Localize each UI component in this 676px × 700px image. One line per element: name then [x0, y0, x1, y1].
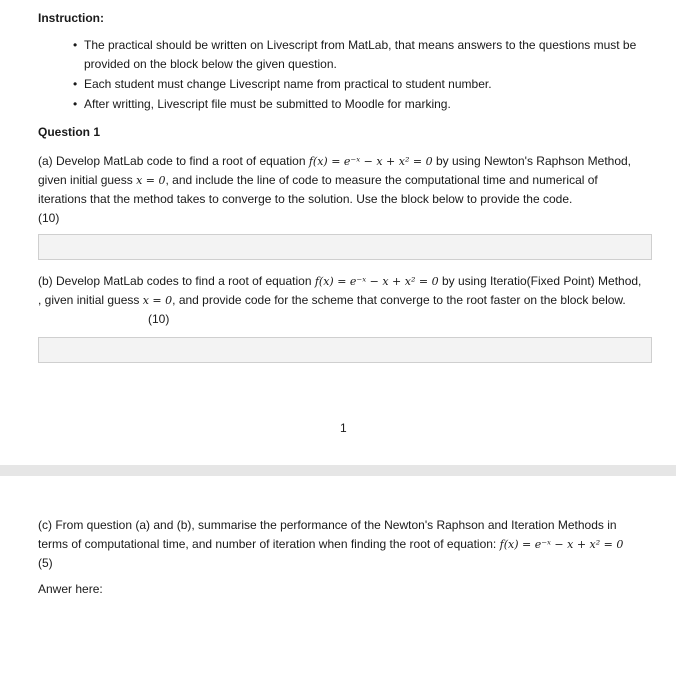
- answer-label: Anwer here:: [38, 582, 103, 596]
- part-a-equation: f(x) = e⁻ˣ − x + x² = 0: [308, 155, 433, 168]
- part-a-marks: (10): [38, 211, 60, 225]
- part-b-text: , and provide code for the scheme that converge to the root faster on the block below.: [172, 293, 626, 307]
- part-c-marks: (5): [38, 556, 53, 570]
- question-part-b: [38, 272, 648, 329]
- page-number: 1: [340, 421, 347, 435]
- part-b-equation: f(x) = e⁻ˣ − x + x² = 0: [314, 275, 439, 288]
- part-a-text: (a) Develop MatLab code to find a root of equation: [38, 154, 306, 168]
- answer-block-b[interactable]: [38, 337, 652, 363]
- part-b-marks: (10): [148, 312, 170, 326]
- part-b-text: by using Iteratio(Fixed Point): [441, 274, 595, 288]
- instruction-heading: Instruction:: [38, 11, 104, 25]
- part-c-equation: f(x) = e⁻ˣ − x + x² = 0: [499, 538, 624, 551]
- question-part-c: [38, 516, 648, 573]
- instruction-bullet: • The practical should be written on Livescript from MatLab, that means answers to the questions must be provided on the block below the given question.: [70, 36, 655, 74]
- instruction-bullet: • After writting, Livescript file must be submitted to Moodle for marking.: [70, 95, 655, 114]
- part-b-text: Method, , given initial guess: [38, 274, 642, 307]
- answer-block-a[interactable]: [38, 234, 652, 260]
- question-heading: Question 1: [38, 125, 101, 139]
- part-c-text: (c) From question (a) and (b), summarise the performance of the Newton's Raphson and Iteration Methods in terms of computational time, and number of iteration when finding the root of equation:: [38, 518, 617, 551]
- instruction-list: [70, 36, 655, 115]
- part-a-text: , and include the line of code to measure the computational time and numerical of iterations that the method takes to converge to the solution. Use the block below to provide the code.: [38, 173, 598, 206]
- question-part-a: [38, 152, 648, 228]
- part-b-guess: x = 0: [142, 294, 173, 307]
- part-b-text: (b) Develop MatLab codes to find a root of equation: [38, 274, 312, 288]
- part-a-text: by using Newton's Raphson Method,: [435, 154, 632, 168]
- part-a-guess: x = 0: [136, 174, 166, 187]
- document-page-2: [0, 476, 676, 700]
- instruction-bullet: • Each student must change Livescript name from practical to student number.: [70, 75, 655, 94]
- page-break: [0, 465, 676, 476]
- part-a-text: given initial guess: [38, 173, 133, 187]
